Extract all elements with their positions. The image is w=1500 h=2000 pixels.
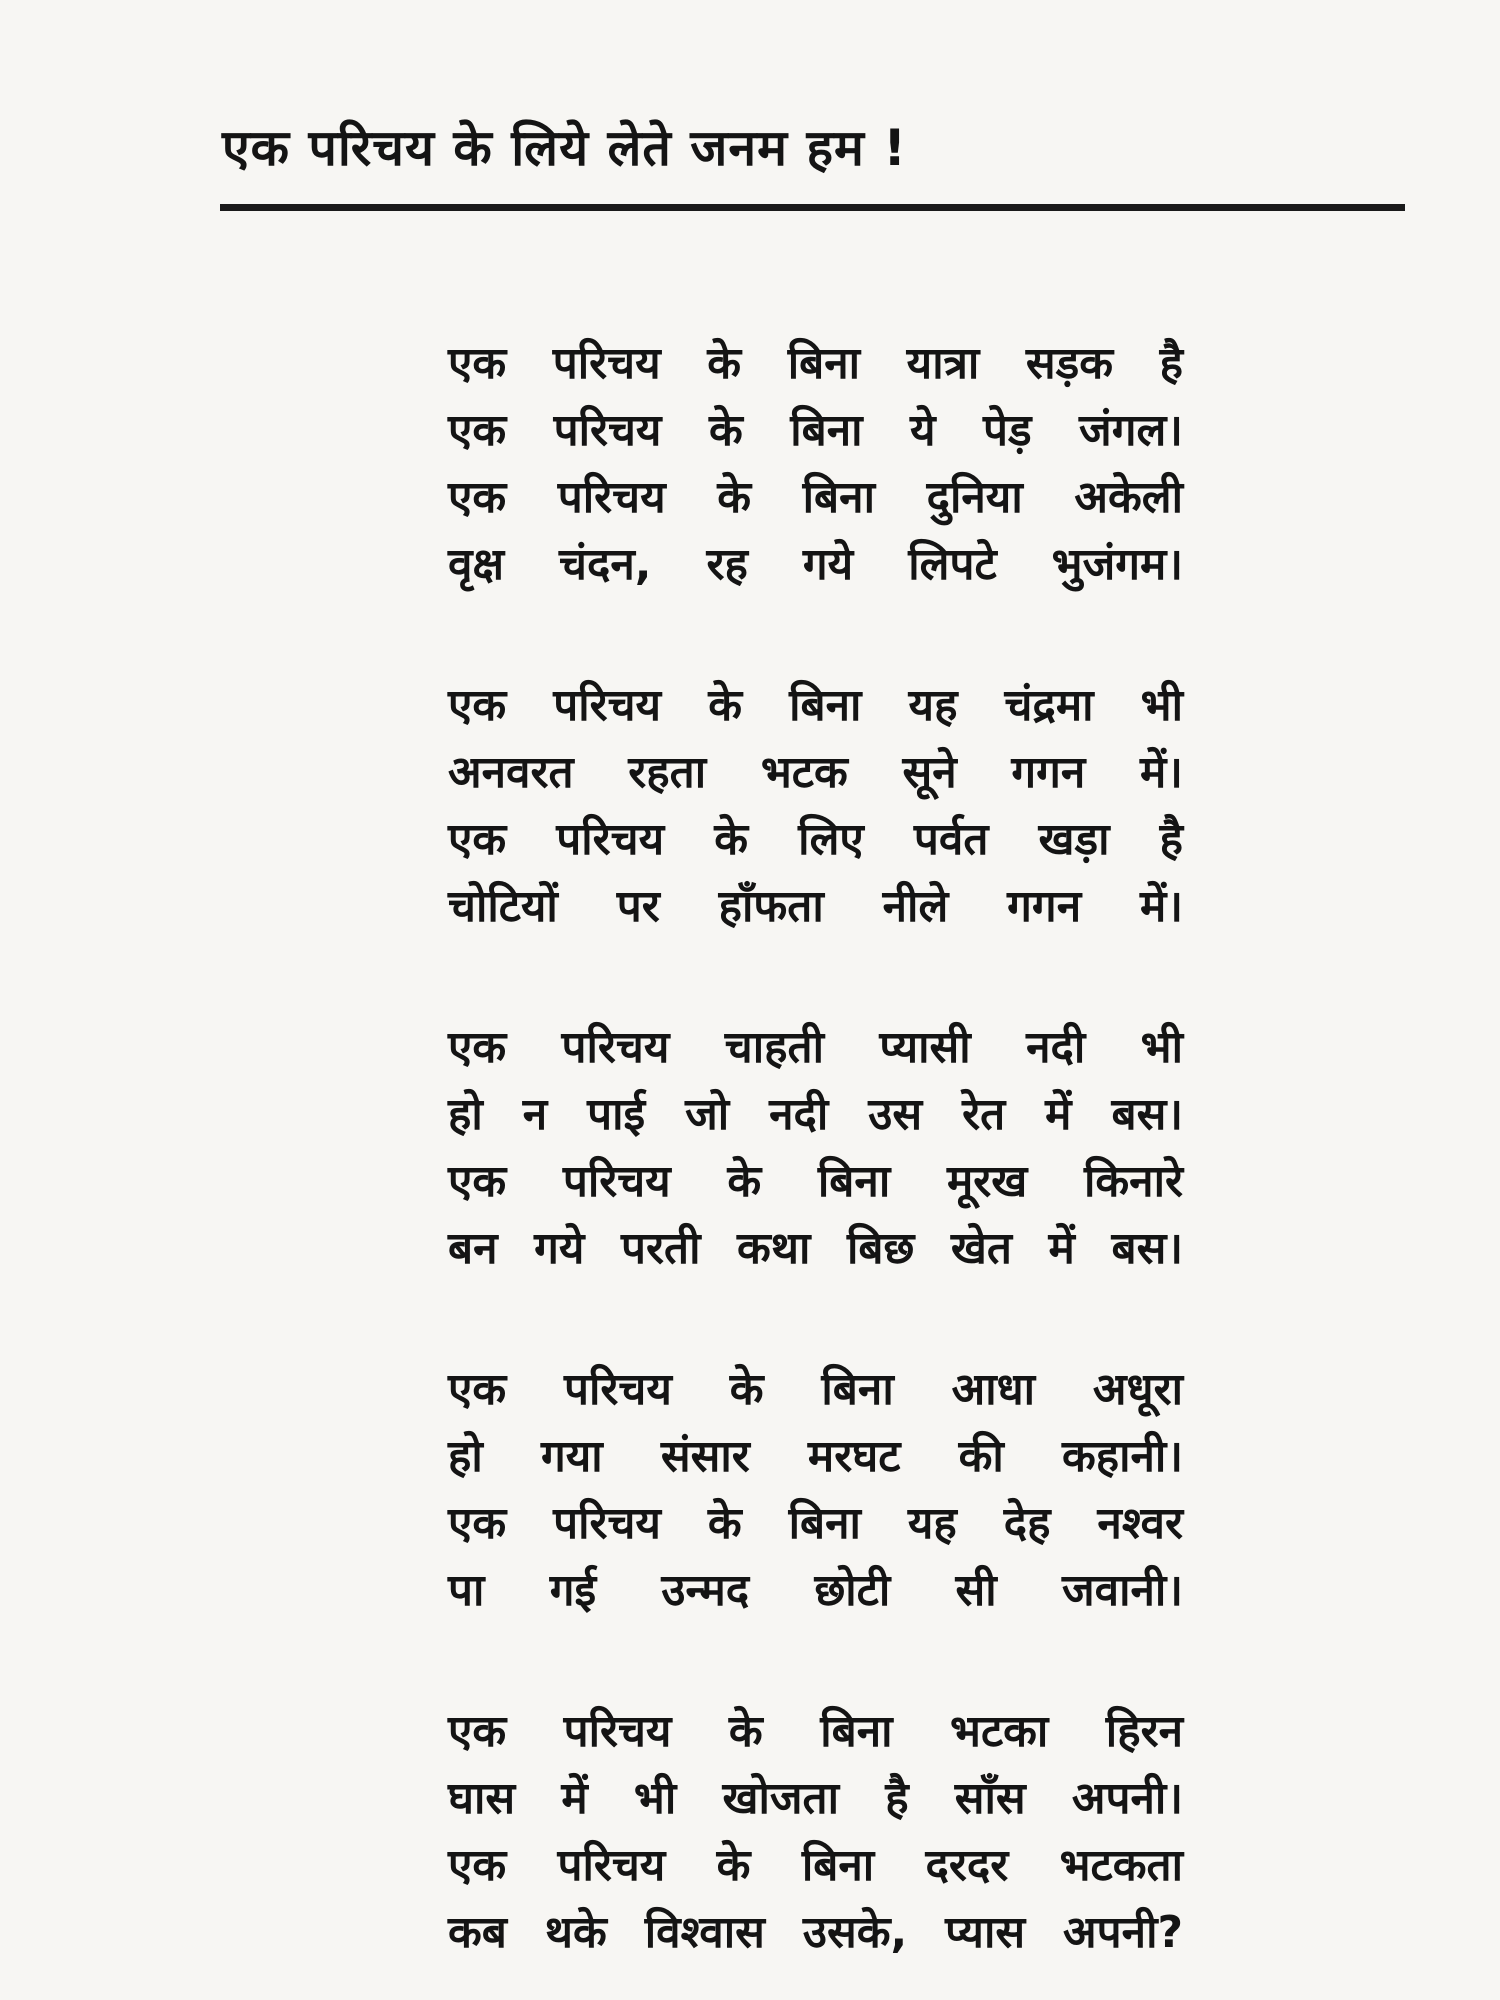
poem-line: घास में भी खोजता है साँस अपनी। [448,1773,1183,1824]
poem-line: एक परिचय चाहती प्यासी नदी भी [448,1022,1183,1073]
poem-line: एक परिचय के बिना मूरख किनारे [448,1156,1183,1207]
poem-line: एक परिचय के बिना आधा अधूरा [448,1364,1183,1415]
stanza-1 [448,330,1183,598]
poem-line: हो न पाई जो नदी उस रेत में बस। [448,1089,1183,1140]
poem-line: वृक्ष चंदन, रह गये लिपटे भुजंगम। [448,539,1183,590]
poem-line: एक परिचय के बिना भटका हिरन [448,1706,1183,1757]
title-rule [220,204,1405,211]
poem-title: एक परिचय के लिये लेते जनम हम ! [222,119,908,177]
poem-line: बन गये परती कथा बिछ खेत में बस। [448,1223,1183,1274]
poem-line: एक परिचय के बिना दरदर भटकता [448,1840,1183,1891]
poem-line: एक परिचय के बिना यात्रा सड़क है [448,338,1183,389]
stanza-5 [448,1698,1183,1966]
poem-line: चोटियों पर हाँफता नीले गगन में। [448,881,1183,932]
stanza-3 [448,1014,1183,1282]
poem-line: एक परिचय के बिना ये पेड़ जंगल। [448,405,1183,456]
poem-line: पा गई उन्मद छोटी सी जवानी। [448,1565,1183,1616]
poem-line: कब थके विश्वास उसके, प्यास अपनी? [448,1907,1183,1958]
poem-body [448,330,1183,1966]
poem-line: एक परिचय के बिना यह देह नश्वर [448,1498,1183,1549]
poem-line: एक परिचय के बिना यह चंद्रमा भी [448,680,1183,731]
poem-line: एक परिचय के बिना दुनिया अकेली [448,472,1183,523]
poem-line: एक परिचय के लिए पर्वत खड़ा है [448,814,1183,865]
poem-line: हो गया संसार मरघट की कहानी। [448,1431,1183,1482]
stanza-2 [448,672,1183,940]
poem-line: अनवरत रहता भटक सूने गगन में। [448,747,1183,798]
stanza-4 [448,1356,1183,1624]
